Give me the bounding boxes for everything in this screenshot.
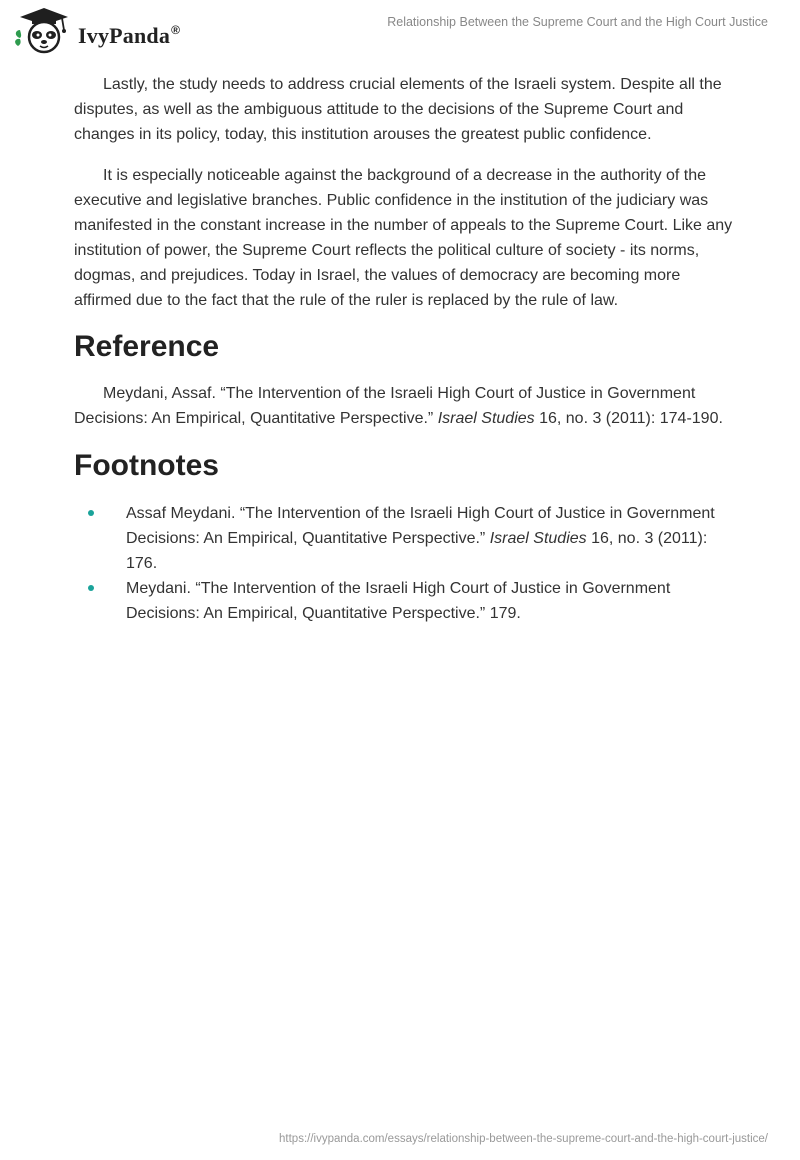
ivypanda-logo[interactable] [14, 6, 214, 56]
reference-heading: Reference [74, 330, 220, 363]
body-paragraph: Lastly, the study needs to address crucial elements of the Israeli system. Despite all the disputes, as well as the ambiguous attitude to the decisions of the Supreme Court and changes in its policy, today, this institution arouses the greatest public confidence. [74, 76, 722, 143]
footnote-item: Assaf Meydani. “The Intervention of the Israeli High Court of Justice in Government Decisions: An Empirical, Quantitative Perspective.” Israel Studies 16, no. 3 (2011): 176. [74, 501, 734, 576]
document-title: Relationship Between the Supreme Court and the High Court Justice [387, 15, 768, 29]
bullet-icon [88, 510, 94, 516]
panda-icon [14, 6, 74, 56]
footnotes-heading: Footnotes [74, 449, 219, 482]
brand-name: IvyPanda® [78, 23, 181, 48]
footnote-item: Meydani. “The Intervention of the Israeli High Court of Justice in Government Decisions: An Empirical, Quantitative Perspective.” 179. [74, 576, 734, 626]
page-header [0, 0, 800, 60]
reference-entry: Meydani, Assaf. “The Intervention of the Israeli High Court of Justice in Government Decisions: An Empirical, Quantitative Perspective.” Israel Studies 16, no. 3 (2011): 174-190. [74, 385, 723, 427]
essay-body [74, 72, 734, 626]
footnotes-list [74, 501, 734, 626]
footer-url-link[interactable]: https://ivypanda.com/essays/relationship-between-the-supreme-court-and-the-high-court-justice/ [279, 1133, 768, 1145]
bullet-icon [88, 585, 94, 591]
body-paragraph: It is especially noticeable against the background of a decrease in the authority of the executive and legislative branches. Public confidence in the institution of the judiciary was manifested in the constant increase in the number of appeals to the Supreme Court. Like any institution of power, the Supreme Court reflects the political culture of society - its norms, dogmas, and prejudices. Today in Israel, the values of democracy are becoming more affirmed due to the fact that the rule of the ruler is replaced by the rule of law. [74, 167, 733, 309]
